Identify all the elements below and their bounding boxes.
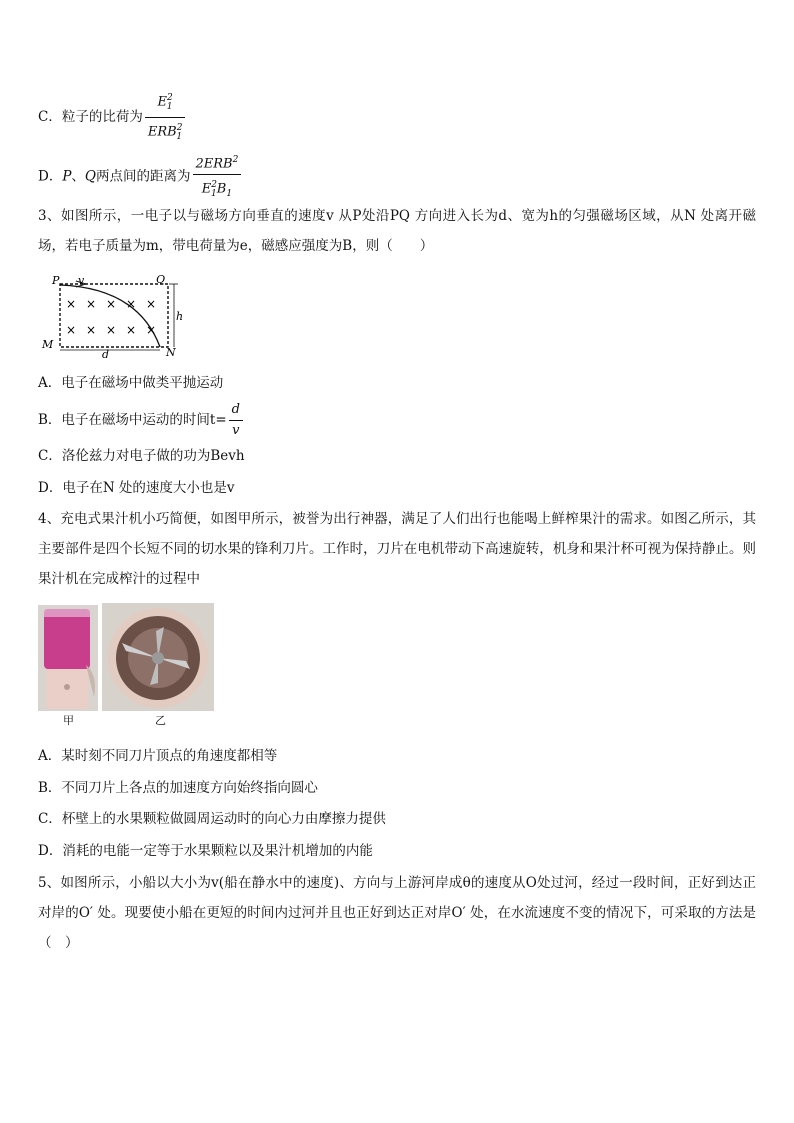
q4-option-c: C．杯壁上的水果颗粒做圆周运动时的向心力由摩擦力提供 xyxy=(38,811,386,827)
label-h: h xyxy=(176,310,184,323)
q3-magnetic-field-figure xyxy=(38,272,188,362)
label-v: v xyxy=(78,274,85,287)
point-q: Q xyxy=(84,168,96,185)
q2-option-d xyxy=(38,150,241,204)
b-den: v xyxy=(232,423,240,438)
separator: 、 xyxy=(71,168,85,185)
q2-option-d-prefix: D． xyxy=(38,168,63,185)
q2-option-c-label: C．粒子的比荷为 xyxy=(38,108,143,125)
c-num-base: E xyxy=(157,94,168,110)
cross: × xyxy=(146,297,157,311)
c-den-sup: 2 xyxy=(176,122,183,133)
d-den-b-sub: 1 xyxy=(226,189,233,200)
cross: × xyxy=(66,323,77,337)
cross: × xyxy=(66,297,77,311)
label-n: N xyxy=(166,346,176,359)
point-p: P xyxy=(62,168,72,185)
label-p: P xyxy=(52,274,60,287)
d-num-sup: 2 xyxy=(232,155,239,165)
cross: × xyxy=(146,323,157,337)
field-region-box xyxy=(60,284,168,347)
q2-option-c-fraction xyxy=(145,88,185,147)
q4-option-a: A．某时刻不同刀片顶点的角速度都相等 xyxy=(38,748,278,764)
cross: × xyxy=(126,323,137,337)
c-num-sub: 1 xyxy=(166,101,173,112)
q2-option-c xyxy=(38,88,185,147)
juice-cup xyxy=(44,609,90,669)
electron-trajectory xyxy=(60,285,160,347)
q5-stem: 5、如图所示，小船以大小为v(船在静水中的速度)、方向与上游河岸成θ的速度从O处过河，经过一段时间，正好到达正对岸的O′ 处。现要使小船在更短的时间内过河并且也正好到达正对岸O′ 处，在水流速度不变的情况下，可采取的方法是（ ） xyxy=(38,875,756,951)
label-d: d xyxy=(102,348,110,361)
q3-option-d: D．电子在N 处的速度大小也是v xyxy=(38,480,235,496)
b-num: d xyxy=(229,400,243,421)
cross: × xyxy=(86,297,97,311)
d-den-e: E xyxy=(201,181,212,197)
q4-option-d: D．消耗的电能一定等于水果颗粒以及果汁机增加的内能 xyxy=(38,843,373,859)
figure-jia-blender-photo xyxy=(38,605,98,711)
d-num-base: 2ERB xyxy=(195,156,233,172)
q3-option-b-fraction xyxy=(229,400,243,441)
d-den-e-sup: 2 xyxy=(211,180,218,191)
label-q: Q xyxy=(156,273,166,286)
power-button-icon xyxy=(64,684,70,690)
caption-yi: 乙 xyxy=(155,714,166,727)
c-num-sup: 2 xyxy=(167,93,173,103)
q3-option-b xyxy=(38,400,243,441)
d-den-b: B xyxy=(216,181,227,197)
cross: × xyxy=(106,297,117,311)
q3-stem: 3、如图所示，一电子以与磁场方向垂直的速度v 从P处沿PQ 方向进入长为d、宽为h的匀强磁场区域，从N 处离开磁场，若电子质量为m，带电荷量为e，磁感应强度为B，则（ ） xyxy=(38,208,756,254)
q2-option-d-label: 两点间的距离为 xyxy=(96,168,191,185)
cross: × xyxy=(86,323,97,337)
c-den-sub: 1 xyxy=(176,131,183,142)
cross: × xyxy=(126,297,137,311)
figure-yi-blade-photo xyxy=(102,603,214,711)
q4-stem: 4、充电式果汁机小巧简便，如图甲所示，被誉为出行神器，满足了人们出行也能喝上鲜榨果汁的需求。如图乙所示，其主要部件是四个长短不同的切水果的锋利刀片。工作时，刀片在电机带动下高速旋转，机身和果汁杯可视为保持静止。则果汁机在完成榨汁的过程中 xyxy=(38,511,756,587)
q2-option-d-fraction xyxy=(193,150,242,204)
q3-option-c: C．洛伦兹力对电子做的功为Bevh xyxy=(38,448,245,464)
c-den-base: ERB xyxy=(147,124,177,140)
blade-hub xyxy=(152,652,164,664)
q3-option-a: A．电子在磁场中做类平抛运动 xyxy=(38,375,224,391)
q4-option-b: B．不同刀片上各点的加速度方向始终指向圆心 xyxy=(38,780,318,796)
d-den-e-sub: 1 xyxy=(211,189,217,200)
caption-jia: 甲 xyxy=(63,714,74,727)
cup-top-reflection xyxy=(44,609,90,617)
cross: × xyxy=(106,323,117,337)
label-m: M xyxy=(42,338,54,351)
q3-option-b-label: B．电子在磁场中运动的时间t= xyxy=(38,412,227,428)
